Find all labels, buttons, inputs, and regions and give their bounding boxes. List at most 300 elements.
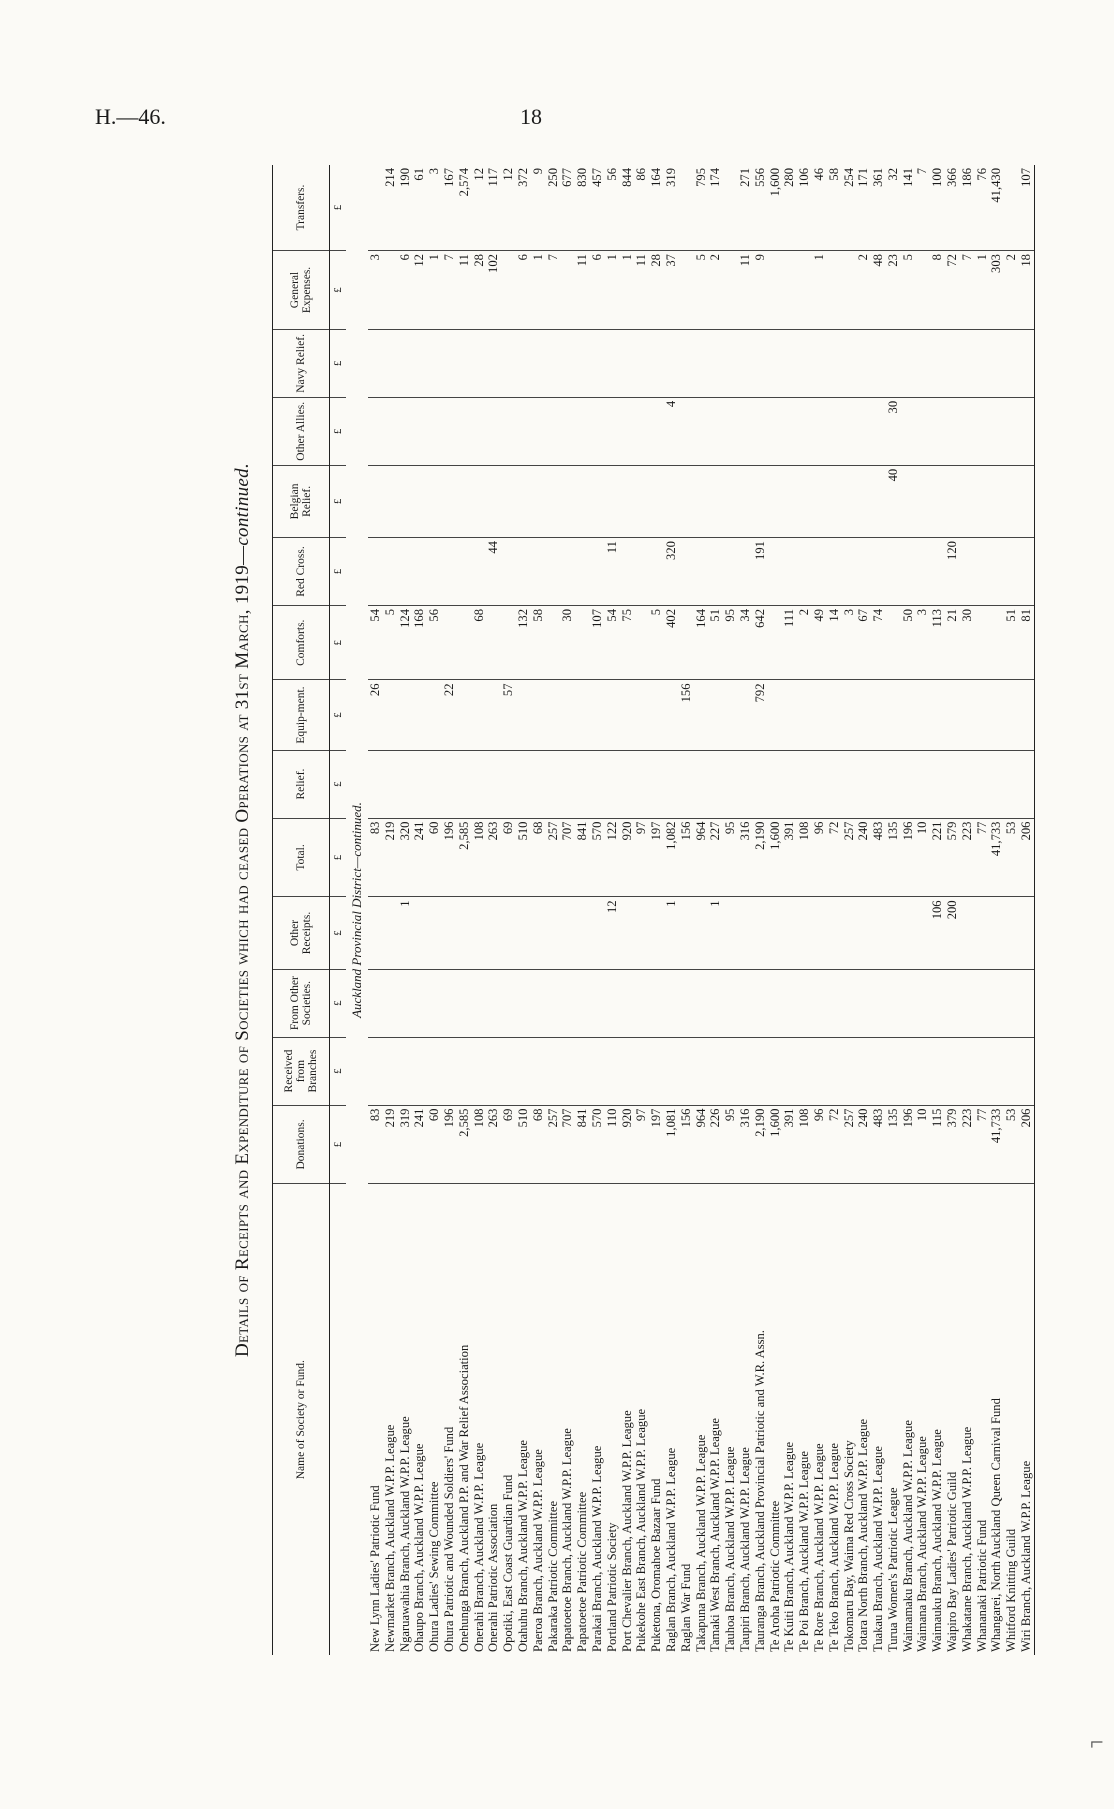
- unit-row: [330, 165, 347, 1655]
- table-cell: 7: [960, 251, 975, 330]
- table-cell: 156: [679, 818, 694, 897]
- table-cell: [901, 1037, 916, 1105]
- table-cell: 60: [427, 1105, 442, 1184]
- table-cell: [738, 397, 753, 465]
- table-title: [232, 165, 254, 1655]
- table-cell: 1: [531, 251, 546, 330]
- table-cell: [975, 750, 990, 818]
- table-cell: 132: [516, 605, 531, 680]
- table-cell: [486, 969, 501, 1037]
- table-cell: [605, 329, 620, 397]
- table-cell: [1019, 1037, 1034, 1105]
- table-cell: 10: [915, 1105, 930, 1184]
- table-cell: [768, 329, 783, 397]
- table-cell: 316: [738, 1105, 753, 1184]
- table-cell: 174: [708, 165, 723, 251]
- table-row: [605, 165, 620, 1655]
- table-row: [915, 165, 930, 1655]
- table-cell: [842, 329, 857, 397]
- table-cell: [812, 538, 827, 606]
- table-cell: [620, 397, 635, 465]
- table-row: [664, 165, 679, 1655]
- table-cell: 1,600: [768, 165, 783, 251]
- society-name: Whangarei, North Auckland Queen Carnival Fund: [989, 1398, 1004, 1652]
- table-cell: [871, 397, 886, 465]
- table-cell: [560, 1037, 575, 1105]
- table-cell: [945, 680, 960, 750]
- table-cell: [753, 969, 768, 1037]
- table-cell: [989, 329, 1004, 397]
- society-name: Portland Patriotic Society: [604, 1522, 619, 1652]
- table-cell: [383, 397, 398, 465]
- table-cell: [501, 750, 516, 818]
- table-cell: [886, 538, 901, 606]
- column-header: Total.: [273, 818, 330, 897]
- table-cell: [560, 969, 575, 1037]
- table-cell: [723, 465, 738, 537]
- table-cell: 372: [516, 165, 531, 251]
- unit-cell: £: [330, 680, 347, 750]
- table-cell: [768, 680, 783, 750]
- table-cell: [782, 329, 797, 397]
- table-cell: [871, 538, 886, 606]
- table-cell: [412, 897, 427, 969]
- table-cell: 164: [649, 165, 664, 251]
- table-cell: [457, 538, 472, 606]
- table-cell: [427, 750, 442, 818]
- table-cell: [708, 538, 723, 606]
- table-cell: 214: [383, 165, 398, 251]
- table-cell: 402: [664, 605, 679, 680]
- table-cell: [768, 251, 783, 330]
- table-cell: 83: [368, 1105, 383, 1184]
- table-cell: 240: [856, 818, 871, 897]
- table-cell: [427, 397, 442, 465]
- table-cell: 61: [412, 165, 427, 251]
- table-cell: [694, 680, 709, 750]
- table-cell: [708, 465, 723, 537]
- table-cell: 2: [1004, 251, 1019, 330]
- table-cell: 197: [649, 1105, 664, 1184]
- table-cell: [575, 465, 590, 537]
- table-cell: 2,585: [457, 818, 472, 897]
- table-cell: [886, 750, 901, 818]
- table-row: [531, 165, 546, 1655]
- table-cell: 12: [501, 165, 516, 251]
- table-cell: 21: [945, 605, 960, 680]
- table-cell: [560, 538, 575, 606]
- table-cell: 303: [989, 251, 1004, 330]
- table-cell: 49: [812, 605, 827, 680]
- table-cell: [546, 329, 561, 397]
- unit-cell: £: [330, 1037, 347, 1105]
- table-cell: [368, 1037, 383, 1105]
- table-cell: [768, 897, 783, 969]
- margin-mark-icon: ⌐: [1090, 1730, 1104, 1756]
- table-cell: [723, 397, 738, 465]
- table-cell: [486, 605, 501, 680]
- table-cell: 206: [1019, 818, 1034, 897]
- table-cell: [412, 969, 427, 1037]
- table-cell: [738, 465, 753, 537]
- table-cell: [694, 538, 709, 606]
- table-cell: 1: [398, 897, 413, 969]
- table-cell: [901, 329, 916, 397]
- table-cell: 12: [472, 165, 487, 251]
- table-cell: 135: [886, 1105, 901, 1184]
- table-row: [960, 165, 975, 1655]
- table-cell: 111: [782, 605, 797, 680]
- column-header: Relief.: [273, 750, 330, 818]
- table-cell: [590, 465, 605, 537]
- table-cell: 72: [945, 251, 960, 330]
- table-cell: [501, 1037, 516, 1105]
- table-row: [501, 165, 516, 1655]
- society-name: Ohura Ladies' Sewing Committee: [427, 1481, 442, 1652]
- table-cell: [472, 897, 487, 969]
- table-cell: 41,733: [989, 1105, 1004, 1184]
- table-cell: [501, 251, 516, 330]
- table-cell: [753, 897, 768, 969]
- table-cell: 219: [383, 1105, 398, 1184]
- society-name: Te Poi Branch, Auckland W.P.P. League: [797, 1451, 812, 1652]
- table-cell: 844: [620, 165, 635, 251]
- table-cell: 12: [605, 897, 620, 969]
- table-cell: [501, 397, 516, 465]
- table-row: [945, 165, 960, 1655]
- table-cell: 1: [708, 897, 723, 969]
- table-cell: [886, 969, 901, 1037]
- table-cell: 556: [753, 165, 768, 251]
- table-cell: [560, 680, 575, 750]
- table-cell: [412, 538, 427, 606]
- table-cell: [782, 538, 797, 606]
- table-cell: [620, 465, 635, 537]
- column-header: Navy Relief.: [273, 329, 330, 397]
- table-cell: [457, 680, 472, 750]
- table-cell: [871, 680, 886, 750]
- table-cell: [827, 680, 842, 750]
- table-cell: [575, 605, 590, 680]
- table-cell: 3: [368, 251, 383, 330]
- table-cell: 77: [975, 1105, 990, 1184]
- table-cell: [915, 538, 930, 606]
- table-cell: [945, 969, 960, 1037]
- table-cell: [768, 397, 783, 465]
- table-cell: [620, 680, 635, 750]
- column-header: Transfers.: [273, 165, 330, 251]
- table-cell: [398, 969, 413, 1037]
- table-cell: [383, 750, 398, 818]
- table-row: [694, 165, 709, 1655]
- unit-cell: £: [330, 605, 347, 680]
- table-cell: [738, 680, 753, 750]
- table-cell: [812, 397, 827, 465]
- table-cell: [797, 1037, 812, 1105]
- table-cell: [383, 680, 398, 750]
- table-cell: [930, 329, 945, 397]
- table-cell: [960, 397, 975, 465]
- table-cell: [427, 329, 442, 397]
- table-cell: [856, 465, 871, 537]
- table-cell: 69: [501, 818, 516, 897]
- table-cell: 107: [590, 605, 605, 680]
- table-cell: 190: [398, 165, 413, 251]
- table-cell: [546, 1037, 561, 1105]
- district-heading: Auckland Provincial District—continued.: [348, 802, 364, 1018]
- column-header: Donations.: [273, 1105, 330, 1184]
- table-cell: [797, 329, 812, 397]
- table-cell: 5: [383, 605, 398, 680]
- table-cell: 206: [1019, 1105, 1034, 1184]
- table-cell: 196: [442, 818, 457, 897]
- table-cell: [620, 969, 635, 1037]
- table-cell: 168: [412, 605, 427, 680]
- table-cell: 320: [398, 818, 413, 897]
- table-cell: [516, 750, 531, 818]
- table-cell: [1019, 465, 1034, 537]
- column-header: Equip-ment.: [273, 680, 330, 750]
- table-cell: 223: [960, 818, 975, 897]
- table-cell: 56: [605, 165, 620, 251]
- table-cell: 257: [842, 818, 857, 897]
- table-row: [827, 165, 842, 1655]
- table-cell: 28: [649, 251, 664, 330]
- unit-cell: £: [330, 897, 347, 969]
- table-cell: [694, 397, 709, 465]
- table-row: [886, 165, 901, 1655]
- table-cell: [827, 397, 842, 465]
- society-name: Otahuhu Branch, Auckland W.P.P. League: [515, 1440, 530, 1652]
- society-name: Newmarket Branch, Auckland W.P.P. League: [382, 1424, 397, 1652]
- table-cell: [1019, 329, 1034, 397]
- table-row: [412, 165, 427, 1655]
- table-cell: [427, 538, 442, 606]
- table-cell: 30: [960, 605, 975, 680]
- table-cell: [1019, 750, 1034, 818]
- table-cell: [442, 329, 457, 397]
- table-row: [871, 165, 886, 1655]
- table-cell: 40: [886, 465, 901, 537]
- table-cell: [605, 680, 620, 750]
- table-cell: [634, 897, 649, 969]
- table-cell: 1,600: [768, 1105, 783, 1184]
- table-cell: [679, 329, 694, 397]
- table-cell: [812, 680, 827, 750]
- table-cell: [886, 605, 901, 680]
- table-cell: [768, 1037, 783, 1105]
- table-cell: 74: [871, 605, 886, 680]
- table-cell: [723, 165, 738, 251]
- table-cell: [723, 750, 738, 818]
- table-cell: [1019, 397, 1034, 465]
- table-cell: 1,082: [664, 818, 679, 897]
- table-cell: 191: [753, 538, 768, 606]
- table-cell: [1004, 397, 1019, 465]
- table-cell: [368, 165, 383, 251]
- table-cell: [457, 897, 472, 969]
- page-number: 18: [520, 104, 542, 129]
- table-cell: 53: [1004, 1105, 1019, 1184]
- table-cell: 196: [901, 818, 916, 897]
- table-cell: [975, 969, 990, 1037]
- table-cell: 68: [531, 818, 546, 897]
- table-cell: [427, 680, 442, 750]
- table-cell: 457: [590, 165, 605, 251]
- society-name: Pukekohe East Branch, Auckland W.P.P. League: [634, 1408, 649, 1652]
- table-cell: [383, 538, 398, 606]
- table-cell: [575, 397, 590, 465]
- table-row: [427, 165, 442, 1655]
- table-cell: 58: [531, 605, 546, 680]
- society-name: Onerahi Patriotic Association: [486, 1503, 501, 1652]
- table-cell: [472, 750, 487, 818]
- table-cell: [782, 1037, 797, 1105]
- table-cell: [915, 329, 930, 397]
- society-name: Taupiri Branch, Auckland W.P.P. League: [737, 1447, 752, 1652]
- table-cell: [575, 538, 590, 606]
- table-cell: [412, 750, 427, 818]
- table-row: [753, 165, 768, 1655]
- table-cell: [708, 750, 723, 818]
- table-cell: [634, 969, 649, 1037]
- table-cell: [856, 329, 871, 397]
- table-cell: [975, 680, 990, 750]
- table-cell: [782, 465, 797, 537]
- table-cell: [620, 1037, 635, 1105]
- table-cell: [989, 465, 1004, 537]
- table-cell: 41,430: [989, 165, 1004, 251]
- table-cell: [590, 750, 605, 818]
- table-cell: [915, 1037, 930, 1105]
- table-cell: [649, 329, 664, 397]
- table-cell: [708, 329, 723, 397]
- table-cell: [575, 329, 590, 397]
- table-row: [546, 165, 561, 1655]
- table-cell: [945, 397, 960, 465]
- table-cell: [797, 897, 812, 969]
- table-cell: [442, 397, 457, 465]
- table-cell: 164: [694, 605, 709, 680]
- table-cell: [842, 897, 857, 969]
- table-cell: [605, 1037, 620, 1105]
- table-cell: [664, 750, 679, 818]
- table-cell: [960, 969, 975, 1037]
- table-cell: [1004, 969, 1019, 1037]
- table-cell: [827, 329, 842, 397]
- table-cell: 5: [901, 251, 916, 330]
- table-cell: [782, 680, 797, 750]
- table-cell: [575, 969, 590, 1037]
- table-cell: 4: [664, 397, 679, 465]
- table-cell: [753, 1037, 768, 1105]
- table-cell: [679, 1037, 694, 1105]
- table-cell: [1019, 897, 1034, 969]
- table-cell: [664, 680, 679, 750]
- table-cell: [960, 680, 975, 750]
- table-cell: [989, 538, 1004, 606]
- table-cell: [797, 538, 812, 606]
- table-cell: [782, 897, 797, 969]
- table-cell: 841: [575, 1105, 590, 1184]
- table-cell: [605, 465, 620, 537]
- table-cell: [723, 251, 738, 330]
- table-cell: 51: [708, 605, 723, 680]
- table-cell: [768, 969, 783, 1037]
- table-cell: 57: [501, 680, 516, 750]
- table-cell: [368, 538, 383, 606]
- table-row: [560, 165, 575, 1655]
- table-row: [842, 165, 857, 1655]
- table-cell: [871, 897, 886, 969]
- table-cell: [442, 465, 457, 537]
- table-cell: [664, 969, 679, 1037]
- table-cell: 156: [679, 1105, 694, 1184]
- table-cell: 11: [457, 251, 472, 330]
- table-cell: [457, 329, 472, 397]
- table-cell: 2,190: [753, 1105, 768, 1184]
- table-cell: [1004, 897, 1019, 969]
- table-cell: 48: [871, 251, 886, 330]
- table-cell: [531, 329, 546, 397]
- table-cell: [412, 1037, 427, 1105]
- table-cell: [930, 397, 945, 465]
- society-name: Totara North Branch, Auckland W.P.P. League: [856, 1418, 871, 1652]
- table-cell: [871, 750, 886, 818]
- table-cell: [812, 329, 827, 397]
- table-cell: [842, 397, 857, 465]
- table-cell: [694, 465, 709, 537]
- table-cell: 23: [886, 251, 901, 330]
- table-cell: 12: [412, 251, 427, 330]
- table-cell: [1004, 165, 1019, 251]
- table-cell: 72: [827, 1105, 842, 1184]
- table-cell: 219: [383, 818, 398, 897]
- table-cell: [960, 897, 975, 969]
- unit-cell: £: [330, 969, 347, 1037]
- table-cell: [856, 680, 871, 750]
- table-cell: [827, 251, 842, 330]
- table-row: [368, 165, 383, 1655]
- table-cell: 795: [694, 165, 709, 251]
- table-cell: 5: [694, 251, 709, 330]
- table-cell: [989, 680, 1004, 750]
- table-cell: [516, 969, 531, 1037]
- table-cell: [915, 465, 930, 537]
- society-name: Raglan Branch, Auckland W.P.P. League: [663, 1447, 678, 1652]
- table-row: [575, 165, 590, 1655]
- table-cell: [915, 969, 930, 1037]
- table-cell: [827, 750, 842, 818]
- table-cell: [590, 680, 605, 750]
- table-cell: 366: [945, 165, 960, 251]
- society-name: Tauranga Branch, Auckland Provincial Patriotic and W.R. Assn.: [752, 1330, 767, 1652]
- unit-cell: £: [330, 538, 347, 606]
- table-cell: [782, 750, 797, 818]
- table-cell: [930, 465, 945, 537]
- table-cell: 30: [886, 397, 901, 465]
- table-cell: [664, 329, 679, 397]
- table-cell: 964: [694, 818, 709, 897]
- table-cell: 240: [856, 1105, 871, 1184]
- table-cell: [590, 329, 605, 397]
- society-name: New Lynn Ladies' Patriotic Fund: [368, 1485, 382, 1652]
- table-cell: 227: [708, 818, 723, 897]
- society-name: Raglan War Fund: [678, 1563, 693, 1652]
- table-cell: [457, 1037, 472, 1105]
- society-name: Puketona, Oromahoe Bazaar Fund: [649, 1478, 664, 1652]
- table-cell: [368, 397, 383, 465]
